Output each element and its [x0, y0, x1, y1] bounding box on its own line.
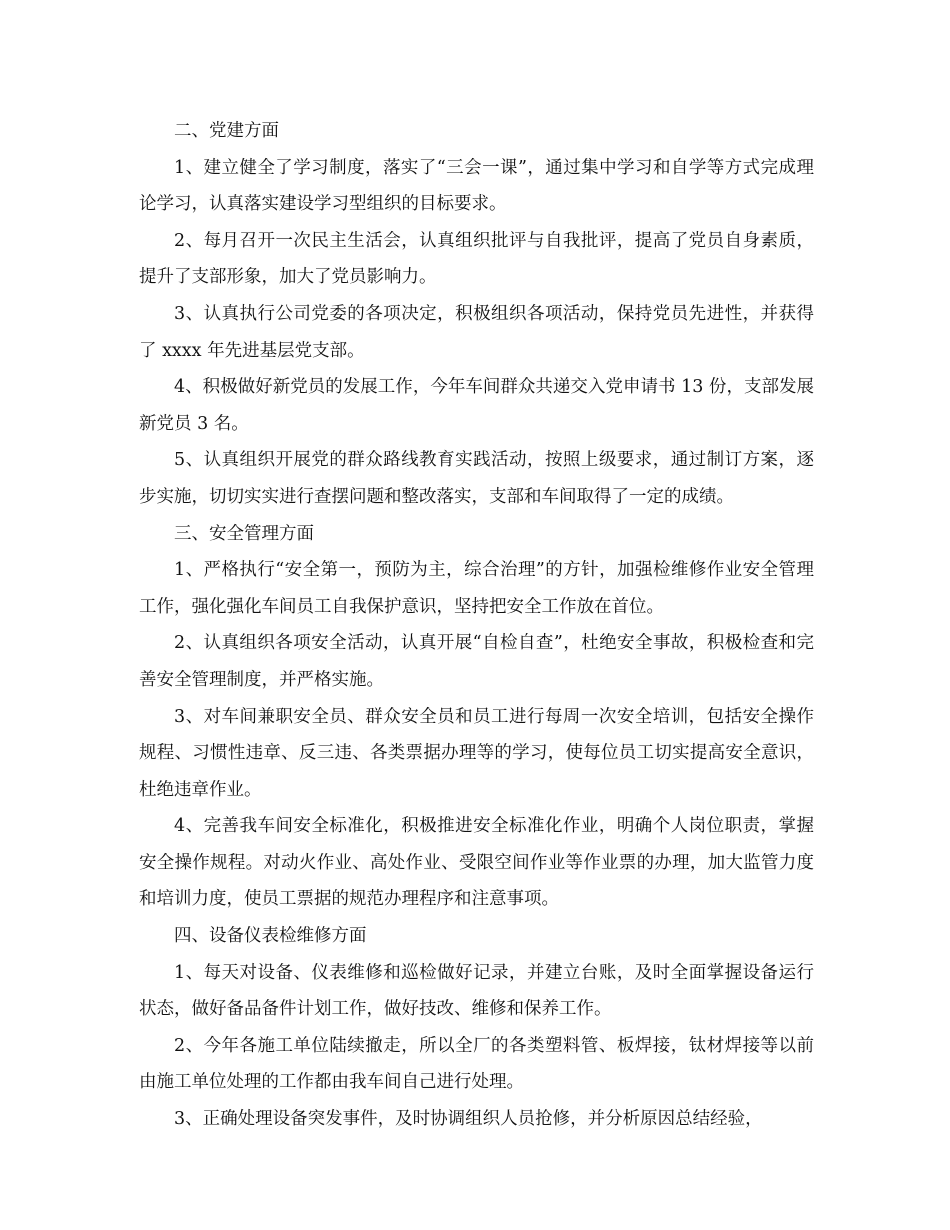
paragraph: 2、每月召开一次民主生活会，认真组织批评与自我批评，提高了党员自身素质，提升了支部形象，加大了党员影响力。	[139, 230, 814, 288]
document-body	[139, 113, 814, 1138]
paragraph: 3、对车间兼职安全员、群众安全员和员工进行每周一次安全培训，包括安全操作规程、习惯性违章、反三违、各类票据办理等的学习，使每位员工切实提高安全意识，杜绝违章作业。	[139, 706, 814, 800]
paragraph: 3、正确处理设备突发事件，及时协调组织人员抢修，并分析原因总结经验，	[174, 1109, 763, 1130]
paragraph: 1、建立健全了学习制度，落实了“三会一课”，通过集中学习和自学等方式完成理论学习，认真落实建设学习型组织的目标要求。	[139, 157, 814, 215]
section-heading-party-building: 二、党建方面	[174, 121, 279, 141]
paragraph: 2、认真组织各项安全活动，认真开展“自检自查”，杜绝安全事故，积极检查和完善安全管理制度，并严格实施。	[139, 633, 814, 690]
paragraph: 5、认真组织开展党的群众路线教育实践活动，按照上级要求，通过制订方案，逐步实施，切切实实进行查摆问题和整改落实，支部和车间取得了一定的成绩。	[139, 450, 814, 507]
paragraph: 4、完善我车间安全标准化，积极推进安全标准化作业，明确个人岗位职责，掌握安全操作规程。对动火作业、高处作业、受限空间作业等作业票的办理，加大监管力度和培训力度，使员工票据的规范办理程序和注意事项。	[139, 816, 814, 910]
section-heading-safety-management: 三、安全管理方面	[174, 523, 314, 544]
paragraph: 1、每天对设备、仪表维修和巡检做好记录，并建立台账，及时全面掌握设备运行状态，做好备品备件计划工作，做好技改、维修和保养工作。	[139, 962, 814, 1020]
paragraph: 4、积极做好新党员的发展工作，今年车间群众共递交入党申请书 13 份，支部发展新党员 3 名。	[139, 377, 814, 434]
section-heading-equipment-maintenance: 四、设备仪表检维修方面	[174, 926, 367, 947]
paragraph: 1、严格执行“安全第一，预防为主，综合治理”的方针，加强检维修作业安全管理工作，强化强化车间员工自我保护意识，坚持把安全工作放在首位。	[139, 560, 814, 617]
paragraph: 3、认真执行公司党委的各项决定，积极组织各项活动，保持党员先进性，并获得了 xxxx 年先进基层党支部。	[139, 303, 814, 361]
paragraph: 2、今年各施工单位陆续撤走，所以全厂的各类塑料管、板焊接，钛材焊接等以前由施工单位处理的工作都由我车间自己进行处理。	[139, 1035, 814, 1093]
